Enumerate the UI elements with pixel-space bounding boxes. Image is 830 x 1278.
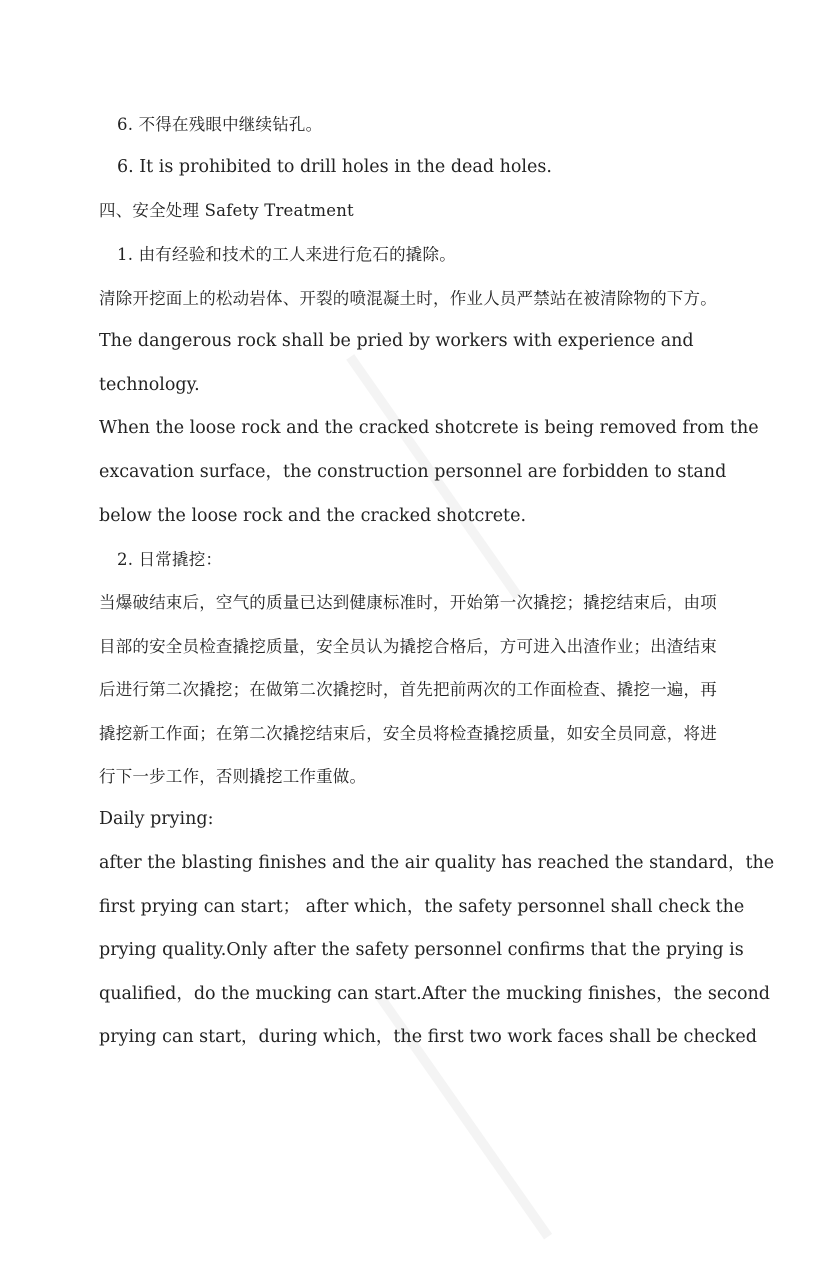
paragraph-line: prying can start，during which，the first two work faces shall be checked — [99, 1027, 757, 1047]
list-item-6-chinese: 6. 不得在残眼中继续钻孔。 — [117, 115, 323, 134]
paragraph-line: first prying can start； after which，the safety personnel shall check the — [99, 897, 745, 917]
paragraph-line: 行下一步工作，否则撬挖工作重做。 — [99, 767, 367, 786]
paragraph-line: below the loose rock and the cracked shotcrete. — [99, 506, 527, 526]
list-item-6-english: 6. It is prohibited to drill holes in the dead holes. — [117, 157, 552, 177]
paragraph-line: 当爆破结束后，空气的质量已达到健康标准时，开始第一次撬挖；撬挖结束后，由项 — [99, 593, 717, 612]
paragraph-line: 后进行第二次撬挖；在做第二次撬挖时，首先把前两次的工作面检查、撬挖一遍，再 — [99, 680, 717, 699]
paragraph-line: 目部的安全员检查撬挖质量，安全员认为撬挖合格后，方可进入出渣作业；出渣结束 — [99, 637, 717, 656]
paragraph-line: Daily prying: — [99, 809, 214, 829]
paragraph-line: 清除开挖面上的松动岩体、开裂的喷混凝土时，作业人员严禁站在被清除物的下方。 — [99, 289, 717, 308]
paragraph-line: prying quality.Only after the safety personnel confirms that the prying is — [99, 940, 744, 960]
section-heading-safety-treatment: 四、安全处理 Safety Treatment — [99, 201, 354, 220]
list-item-1-chinese: 1. 由有经验和技术的工人来进行危石的撬除。 — [117, 245, 456, 264]
paragraph-line: after the blasting finishes and the air quality has reached the standard，the — [99, 853, 775, 873]
paragraph-line: excavation surface，the construction personnel are forbidden to stand — [99, 462, 727, 482]
paragraph-line: qualified，do the mucking can start.After the mucking finishes，the second — [99, 984, 770, 1004]
list-item-2-chinese: 2. 日常撬挖： — [117, 550, 223, 569]
paragraph-line: The dangerous rock shall be pried by workers with experience and — [99, 331, 694, 351]
paragraph-line: When the loose rock and the cracked shotcrete is being removed from the — [99, 418, 759, 438]
paragraph-line: 撬挖新工作面；在第二次撬挖结束后，安全员将检查撬挖质量，如安全员同意，将进 — [99, 724, 717, 743]
paragraph-line: technology. — [99, 375, 200, 395]
